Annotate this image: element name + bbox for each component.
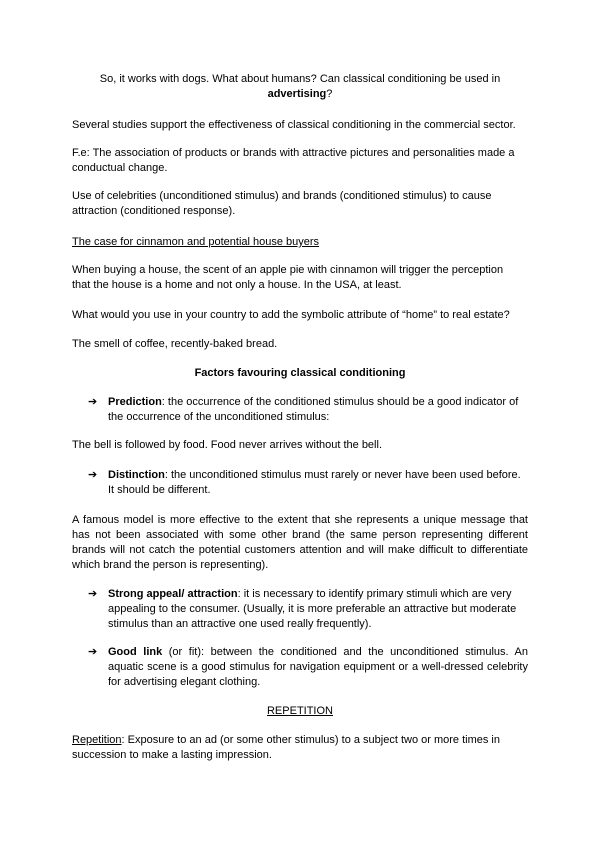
celebrities-paragraph: Use of celebrities (unconditioned stimulus) and brands (conditioned stimulus) to cause attraction (conditioned response). (72, 190, 492, 217)
case-heading-text: The case for cinnamon and potential house buyers (72, 236, 320, 248)
studies-paragraph: Several studies support the effectiveness of classical conditioning in the commercial sector. (72, 119, 516, 131)
smell-paragraph: The smell of coffee, recently-baked bread. (72, 338, 278, 350)
intro-paragraph (72, 72, 528, 102)
repetition-text: : Exposure to an ad (or some other stimulus) to a subject two or more times in succession to make a lasting impression. (72, 734, 500, 761)
model-paragraph: A famous model is more effective to the extent that she represents a unique message that has not been associated with some other brand (the same person representing different brands will not catch the potential customers attention and will make difficult to differentiate which brand the person is representing). (72, 514, 528, 571)
fe-paragraph: F.e: The association of products or brands with attractive pictures and personalities made a conductual change. (72, 147, 515, 174)
case-heading (72, 235, 319, 250)
factors-heading-text: Factors favouring classical conditioning (194, 367, 406, 379)
bell-paragraph: The bell is followed by food. Food never arrives without the bell. (72, 439, 382, 451)
good-link-text: (or fit): between the conditioned and the unconditioned stimulus. An aquatic scene is a good stimulus for navigation equipment or a well-dressed celebrity for advertising elegant clothing. (108, 646, 528, 688)
strong-appeal-item (88, 587, 528, 632)
question-paragraph: What would you use in your country to add the symbolic attribute of “home” to real estate? (72, 309, 510, 321)
house-paragraph: When buying a house, the scent of an apple pie with cinnamon will trigger the perception that the house is a home and not only a house. In the USA, at least. (72, 264, 504, 291)
good-link-item (88, 645, 528, 690)
factors-heading (72, 366, 528, 381)
strong-appeal-term: Strong appeal/ attraction (108, 588, 238, 600)
repetition-heading (72, 704, 528, 719)
arrow-icon: ➔ (88, 646, 98, 658)
arrow-icon: ➔ (88, 396, 98, 408)
prediction-text: : the occurrence of the conditioned stimulus should be a good indicator of the occurrence of the unconditioned stimulus: (108, 396, 519, 423)
repetition-term: Repetition (72, 734, 122, 746)
distinction-term: Distinction (108, 469, 165, 481)
prediction-term: Prediction (108, 396, 162, 408)
repetition-definition (72, 733, 518, 763)
repetition-heading-text: REPETITION (266, 705, 333, 717)
distinction-item (88, 468, 528, 498)
distinction-text: : the unconditioned stimulus must rarely or never have been used before. It should be different. (108, 469, 521, 496)
intro-line: So, it works with dogs. What about humans? Can classical conditioning be used in (99, 73, 501, 85)
prediction-item (88, 395, 528, 425)
strong-appeal-text: : it is necessary to identify primary stimuli which are very appealing to the consumer. (Usually, it is more preferable an attractive but moderate stimulus than an attractive one used really frequently). (108, 588, 517, 630)
intro-question-mark: ? (326, 88, 333, 100)
good-link-term: Good link (108, 646, 163, 658)
intro-keyword: advertising (267, 88, 327, 100)
arrow-icon: ➔ (88, 588, 98, 600)
arrow-icon: ➔ (88, 469, 98, 481)
